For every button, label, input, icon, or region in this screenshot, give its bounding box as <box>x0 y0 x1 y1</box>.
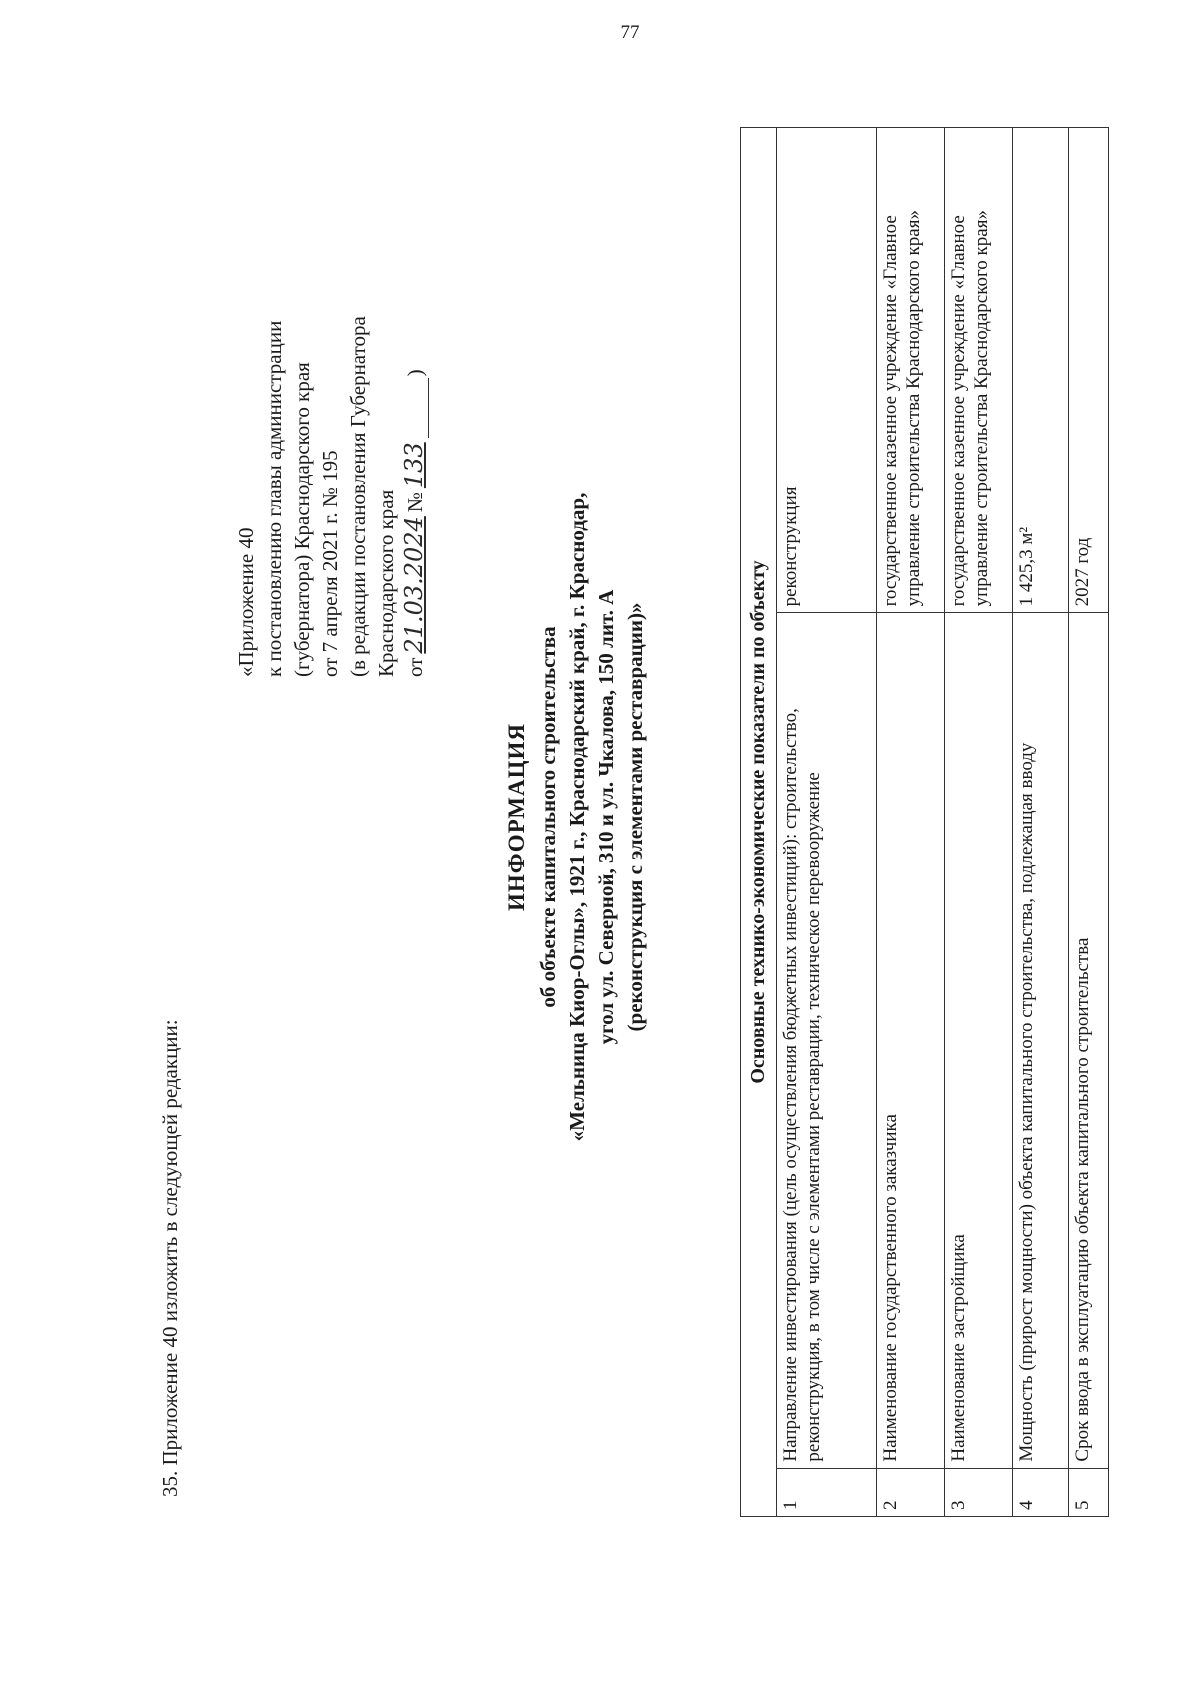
row-name: Наименование застройщика <box>945 613 1013 1468</box>
appendix-line-3: (губернатора) Краснодарского края <box>290 362 314 677</box>
title-line-1: об объекте капитального строительства <box>536 626 560 1008</box>
row-number: 1 <box>777 1468 877 1516</box>
row-value: государственное казенное учреждение «Главное управление строительства Краснодарского края» <box>945 128 1013 613</box>
document-title: ИНФОРМАЦИЯ <box>504 722 529 912</box>
row-number: 5 <box>1069 1468 1109 1516</box>
row-value: 2027 год <box>1069 128 1109 613</box>
intro-line: 35. Приложение 40 изложить в следующей редакции: <box>158 1019 182 1497</box>
title-line-2: «Мельница Киор-Оглы», 1921 г., Краснодарский край, г. Краснодар, <box>565 492 589 1142</box>
appendix-date-line <box>400 157 429 677</box>
row-number: 3 <box>945 1468 1013 1516</box>
table-header-row <box>741 128 777 1517</box>
table-row <box>1013 128 1069 1517</box>
handwritten-number: 133 <box>400 442 428 489</box>
row-value: государственное казенное учреждение «Главное управление строительства Краснодарского края» <box>877 128 945 613</box>
row-name: Мощность (прирост мощности) объекта капитального строительства, подлежащая вводу <box>1013 613 1069 1468</box>
row-value: 1 425,3 м² <box>1013 128 1069 613</box>
title-line-3: угол ул. Северной, 310 и ул. Чкалова, 150 лит. А <box>594 589 618 1045</box>
appendix-block <box>232 157 429 677</box>
row-number: 2 <box>877 1468 945 1516</box>
title-block <box>500 267 650 1367</box>
table-row <box>1069 128 1109 1517</box>
appendix-line-4: от 7 апреля 2021 г. № 195 <box>318 450 342 677</box>
indicators-table <box>740 127 1109 1517</box>
appendix-line-1: «Приложение 40 <box>234 527 258 677</box>
table-row <box>877 128 945 1517</box>
table-row <box>777 128 877 1517</box>
row-name: Срок ввода в эксплуатацию объекта капитального строительства <box>1069 613 1109 1468</box>
blank-underline <box>410 378 429 438</box>
row-value: реконструкция <box>777 128 877 613</box>
handwritten-date: 21.03.2024 <box>400 516 428 654</box>
title-line-4: (реконструкция с элементами реставрации)» <box>623 602 647 1032</box>
row-name: Наименование государственного заказчика <box>877 613 945 1468</box>
from-prefix: от <box>403 657 427 677</box>
table-header: Основные технико-экономические показатели по объекту <box>741 128 777 1517</box>
closing-paren: ) <box>403 369 427 377</box>
appendix-line-6: Краснодарского края <box>374 489 398 677</box>
appendix-line-5: (в редакции постановления Губернатора <box>346 316 370 677</box>
page-number: 77 <box>620 22 640 43</box>
number-prefix: № <box>403 492 427 513</box>
appendix-line-2: к постановлению главы администрации <box>262 320 286 677</box>
row-name: Направление инвестирования (цель осуществления бюджетных инвестиций): строительство, реконструкция, в том числе с элементами реставрации, техническое перевооружение <box>777 613 877 1468</box>
row-number: 4 <box>1013 1468 1069 1516</box>
table-row <box>945 128 1013 1517</box>
